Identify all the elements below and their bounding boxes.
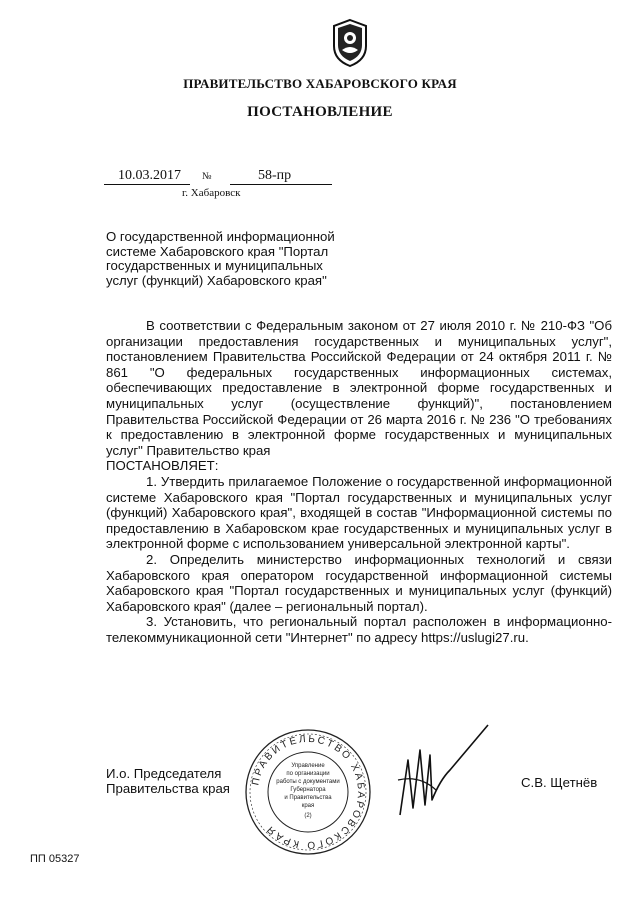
item-paragraph: 3. Установить, что региональный портал расположен в информационно-телекоммуникационной сети "Интернет" по адресу https://uslugi27.ru. bbox=[106, 614, 612, 645]
document-city: г. Хабаровск bbox=[182, 187, 241, 199]
seal-center-line: по организации bbox=[286, 771, 330, 777]
document-body bbox=[106, 318, 612, 645]
subject-line: системе Хабаровского края "Портал bbox=[106, 243, 329, 259]
handwritten-signature bbox=[380, 720, 490, 820]
subject-line: услуг (функций) Хабаровского края" bbox=[106, 272, 327, 288]
seal-center-line: Губернатора bbox=[290, 787, 326, 793]
seal-center-line: работы с документами bbox=[276, 779, 340, 785]
document-subject bbox=[106, 230, 366, 288]
seal-ring-text: ПРАВИТЕЛЬСТВО ХАБАРОВСКОГО КРАЯ bbox=[250, 733, 367, 851]
position-line: Правительства края bbox=[106, 781, 230, 796]
item-paragraph: 1. Утвердить прилагаемое Положение о государственной информационной системе Хабаровского края "Портал государственных и муниципальных услуг (функций) Хабаровского края", входящей в состав "Информационной системы по предоставлению в Хабаровском крае государственных и муниципальных услуг в электронной форме с использованием универсальной электронной карты". bbox=[106, 473, 612, 552]
document-code: ПП 05327 bbox=[30, 853, 80, 865]
position-line: И.о. Председателя bbox=[106, 766, 222, 781]
resolves-heading: ПОСТАНОВЛЯЕТ: bbox=[106, 458, 219, 474]
document-date: 10.03.2017 bbox=[104, 168, 190, 185]
date-number-line bbox=[104, 168, 344, 188]
seal-center-line: и Правительства bbox=[284, 795, 332, 801]
item-paragraph: 2. Определить министерство информационных технологий и связи Хабаровского края оператором государственной информационной системы Хабаровского края "Портал государственных и муниципальных услуг (функций) Хабаровского края" (далее – региональный портал). bbox=[106, 551, 612, 614]
number-sign: № bbox=[202, 171, 212, 182]
document-number: 58-пр bbox=[230, 168, 332, 185]
seal-center-line: (2) bbox=[304, 813, 312, 819]
seal-center-line: края bbox=[301, 803, 315, 809]
subject-line: государственных и муниципальных bbox=[106, 258, 323, 273]
signatory-position bbox=[106, 766, 230, 796]
preamble-paragraph: В соответствии с Федеральным законом от 27 июля 2010 г. № 210-ФЗ "Об организации предоставления государственных и муниципальных услуг", постановлением Правительства Российской Федерации от 24 октября 2011 г. № 861 "О федеральных государственных информационных системах, обеспечивающих предоставление в электронной форме государственных и муниципальных услуг (осуществление функций)", постановлением Правительства Российской Федерации от 26 марта 2016 г. № 236 "О требованиях к предоставлению в электронной форме государственных и муниципальных услуг" Правительство края bbox=[106, 318, 612, 458]
signatory-name: С.В. Щетнёв bbox=[521, 775, 598, 790]
coat-of-arms-icon bbox=[330, 18, 370, 68]
official-seal-icon bbox=[243, 727, 373, 857]
document-type: ПОСТАНОВЛЕНИЕ bbox=[247, 104, 393, 120]
seal-center-line: Управление bbox=[291, 763, 325, 769]
government-title: ПРАВИТЕЛЬСТВО ХАБАРОВСКОГО КРАЯ bbox=[183, 76, 457, 91]
subject-line: О государственной информационной bbox=[106, 229, 335, 244]
